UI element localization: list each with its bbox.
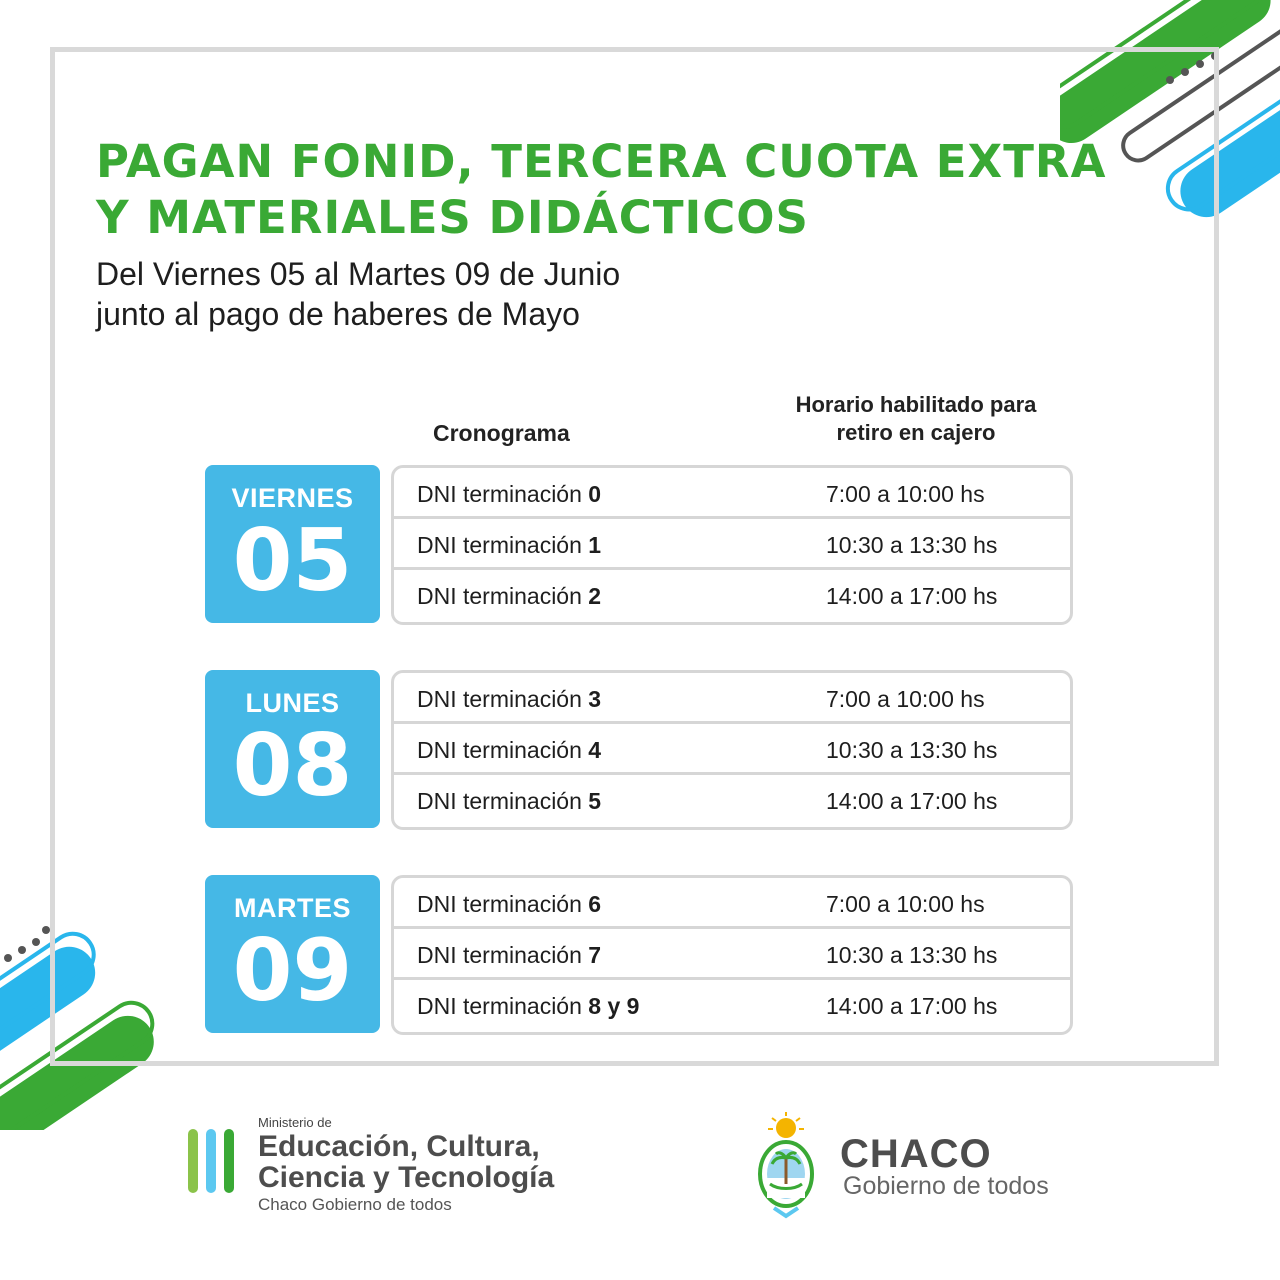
dni-label: DNI terminación	[417, 583, 582, 609]
ministry-name-line-2: Ciencia y Tecnología	[258, 1161, 555, 1194]
schedule-row	[394, 775, 1070, 826]
subtitle-line-2: junto al pago de haberes de Mayo	[96, 296, 580, 332]
day-group-lunes	[205, 670, 1075, 830]
subtitle-line-1: Del Viernes 05 al Martes 09 de Junio	[96, 256, 621, 292]
dni-cell	[417, 993, 639, 1020]
day-badge	[205, 465, 380, 623]
dni-label: DNI terminación	[417, 737, 582, 763]
schedule-row	[394, 519, 1070, 570]
ministry-prefix: Ministerio de	[258, 1115, 332, 1130]
dni-label: DNI terminación	[417, 891, 582, 917]
schedule-row	[394, 878, 1070, 929]
ministry-name-line-1: Educación, Cultura,	[258, 1130, 540, 1163]
dni-digits: 7	[588, 942, 602, 968]
schedule-row	[394, 570, 1070, 621]
dni-label: DNI terminación	[417, 686, 582, 712]
ministry-name	[258, 1131, 554, 1193]
dni-label: DNI terminación	[417, 942, 582, 968]
dni-cell	[417, 481, 601, 508]
dni-label: DNI terminación	[417, 481, 582, 507]
dni-cell	[417, 686, 601, 713]
chaco-name: CHACO	[840, 1132, 992, 1176]
horario-header-line-1: Horario habilitado para	[795, 392, 1037, 417]
day-group-viernes	[205, 465, 1075, 625]
time-cell: 7:00 a 10:00 hs	[826, 891, 985, 917]
ministry-tagline: Chaco Gobierno de todos	[258, 1195, 452, 1214]
schedule-row	[394, 724, 1070, 775]
coat-of-arms-icon	[750, 1112, 822, 1220]
dni-digits: 2	[588, 583, 602, 609]
subtitle	[96, 254, 620, 334]
day-name: MARTES	[234, 893, 351, 923]
day-number: 08	[232, 716, 353, 816]
chaco-logo	[750, 1112, 1110, 1222]
schedule-table	[391, 875, 1073, 1035]
schedule-table	[391, 465, 1073, 625]
day-number: 09	[232, 921, 353, 1021]
day-name: VIERNES	[231, 483, 354, 513]
time-cell: 10:30 a 13:30 hs	[826, 737, 998, 763]
dni-digits: 5	[588, 788, 602, 814]
page-title	[96, 134, 1156, 246]
day-number: 05	[232, 511, 353, 611]
time-cell: 7:00 a 10:00 hs	[826, 686, 985, 712]
dni-cell	[417, 788, 601, 815]
column-header-cronograma: Cronograma	[433, 420, 570, 446]
dni-label: DNI terminación	[417, 993, 582, 1019]
ministry-logo	[188, 1115, 608, 1215]
dni-label: DNI terminación	[417, 532, 582, 558]
schedule-row	[394, 980, 1070, 1031]
dni-cell	[417, 532, 601, 559]
dni-digits: 1	[588, 532, 602, 558]
schedule-row	[394, 929, 1070, 980]
time-cell: 14:00 a 17:00 hs	[826, 993, 998, 1019]
time-cell: 10:30 a 13:30 hs	[826, 942, 998, 968]
dni-digits: 4	[588, 737, 602, 763]
time-cell: 10:30 a 13:30 hs	[826, 532, 998, 558]
schedule-row	[394, 468, 1070, 519]
time-cell: 14:00 a 17:00 hs	[826, 788, 998, 814]
title-line-2: Y MATERIALES DIDÁCTICOS	[96, 191, 809, 244]
time-cell: 14:00 a 17:00 hs	[826, 583, 998, 609]
dni-digits: 6	[588, 891, 602, 917]
day-name: LUNES	[245, 688, 340, 718]
time-cell: 7:00 a 10:00 hs	[826, 481, 985, 507]
dni-digits: 3	[588, 686, 602, 712]
dni-digits: 8 y 9	[588, 993, 640, 1019]
horario-header-line-2: retiro en cajero	[836, 420, 996, 445]
schedule-row	[394, 673, 1070, 724]
dni-cell	[417, 583, 601, 610]
day-badge	[205, 875, 380, 1033]
dni-cell	[417, 891, 601, 918]
dni-label: DNI terminación	[417, 788, 582, 814]
chaco-tagline: Gobierno de todos	[843, 1172, 1049, 1200]
column-header-horario	[760, 391, 1072, 447]
dni-cell	[417, 942, 601, 969]
day-badge	[205, 670, 380, 828]
dni-digits: 0	[588, 481, 602, 507]
day-group-martes	[205, 875, 1075, 1035]
schedule-table	[391, 670, 1073, 830]
dni-cell	[417, 737, 601, 764]
title-line-1: PAGAN FONID, TERCERA CUOTA EXTRA	[96, 135, 1107, 188]
